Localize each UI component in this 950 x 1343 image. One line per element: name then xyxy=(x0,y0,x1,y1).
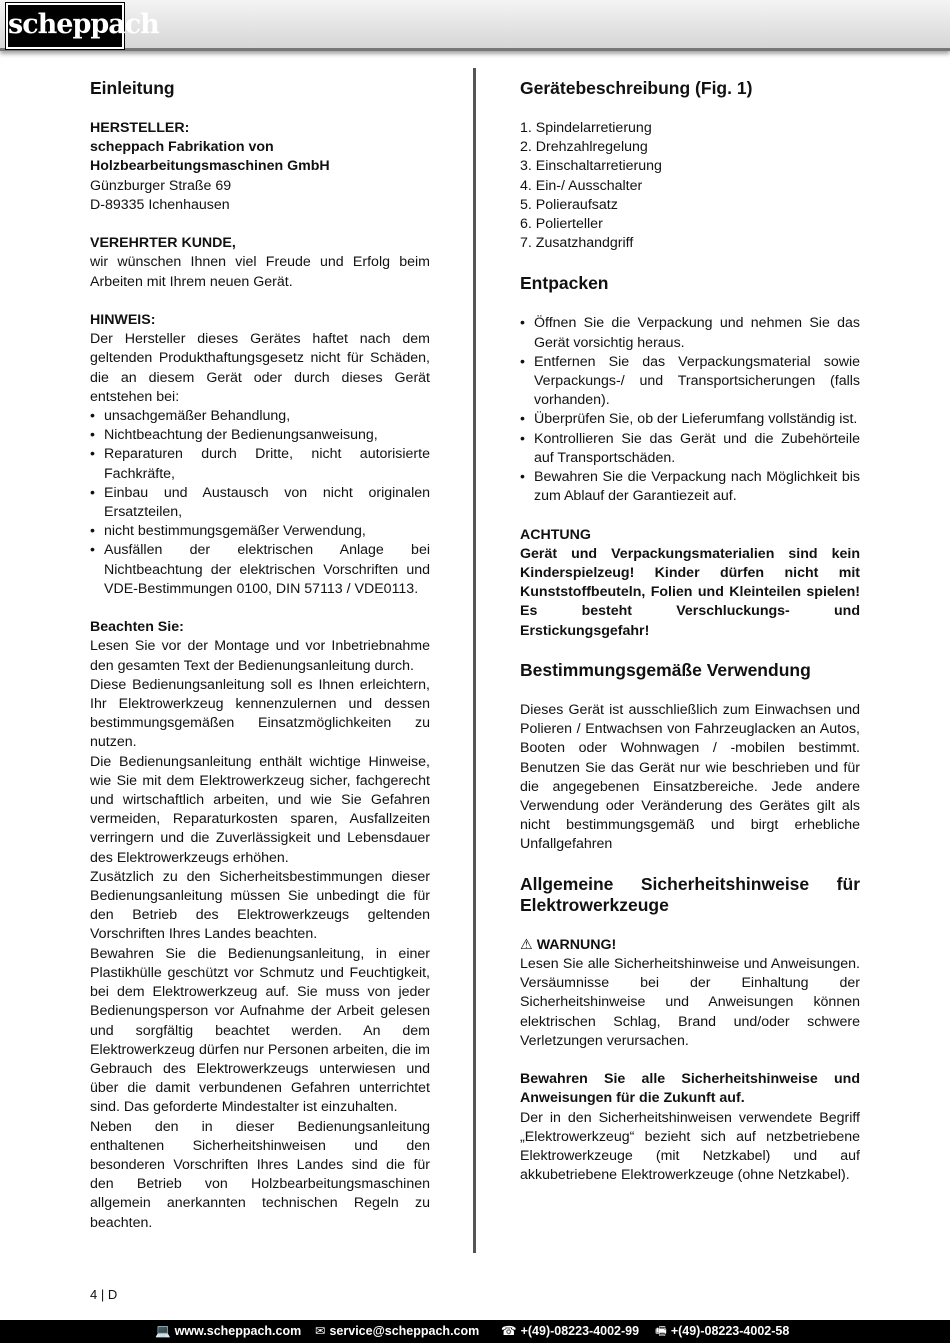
phone-icon: ☎ xyxy=(501,1324,517,1338)
list-item: • unsachgemäßer Behandlung, xyxy=(90,407,430,426)
footer-phone xyxy=(501,1320,639,1343)
power-tool-term-text: Der in den Sicherheitshinweisen verwendete Begriff „Elektrowerkzeug“ bezieht sich auf netzbetriebene Elektrowerkzeuge (mit Netzkabel) und auf akkubetriebene Elektrowerkzeuge (ohne Netzkabel). xyxy=(520,1109,860,1184)
caution-label: ACHTUNG xyxy=(520,526,591,543)
list-item: • Öffnen Sie die Verpackung und nehmen Sie das Gerät vorsichtig heraus. xyxy=(520,314,860,352)
warning-icon: ⚠ xyxy=(520,936,533,953)
footer-email[interactable] xyxy=(315,1320,479,1343)
note-label: HINWEIS: xyxy=(90,312,156,328)
list-item: • nicht bestimmungsgemäßer Verwendung, xyxy=(90,522,430,541)
manufacturer-city: D-89335 Ichenhausen xyxy=(90,196,230,213)
section-title-introduction: Einleitung xyxy=(90,78,175,98)
manufacturer-name-line-1: scheppach Fabrikation von xyxy=(90,139,274,156)
section-title-intended-use: Bestimmungsgemäße Verwendung xyxy=(520,660,811,681)
parts-list xyxy=(520,119,860,253)
list-item: • Überprüfen Sie, ob der Lieferumfang vollständig ist. xyxy=(520,410,860,429)
list-item: 1. Spindelarretierung xyxy=(520,120,652,136)
computer-icon: 💻 xyxy=(155,1324,171,1338)
page-footer xyxy=(0,1320,950,1343)
mail-icon: ✉ xyxy=(315,1324,326,1338)
section-title-description: Gerätebeschreibung (Fig. 1) xyxy=(520,78,753,98)
footer-fax xyxy=(655,1320,789,1343)
attention-label: Beachten Sie: xyxy=(90,619,184,636)
list-item: 3. Einschaltarretierung xyxy=(520,158,662,175)
list-item: • Nichtbeachtung der Bedienungsanweisung, xyxy=(90,426,430,445)
email-link[interactable]: service@scheppach.com xyxy=(329,1324,480,1338)
list-item: 7. Zusatzhandgriff xyxy=(520,235,634,252)
page-header xyxy=(0,0,950,51)
left-column xyxy=(90,78,430,1233)
list-item: 6. Polierteller xyxy=(520,216,603,233)
right-column xyxy=(520,78,860,1185)
keep-instructions-text: Bewahren Sie alle Sicherheitshinweise und Anweisungen für die Zukunft auf. xyxy=(520,1071,860,1107)
attention-paragraph: Neben den in dieser Bedienungsanleitung enthaltenen Sicherheitshinweisen und den besonderen Vorschriften Ihres Landes sind die für den Betrieb von Holzbearbeitungsmaschinen allgemein anerkannten technischen Regeln zu beachten. xyxy=(90,1118,430,1231)
list-item: 5. Polieraufsatz xyxy=(520,196,618,213)
page-number: 4 | D xyxy=(90,1287,118,1302)
section-title-unpacking: Entpacken xyxy=(520,273,609,294)
list-item: • Reparaturen durch Dritte, nicht autorisierte Fachkräfte, xyxy=(90,445,430,483)
attention-paragraph: Lesen Sie vor der Montage und vor Inbetriebnahme den gesamten Text der Bedienungsanleitung durch. xyxy=(90,638,430,674)
note-text: Der Hersteller dieses Gerätes haftet nach dem geltenden Produkthaftungsgesetz nicht für Schäden, die an diesem Gerät oder durch dieses Gerät entstehen bei: xyxy=(90,331,430,405)
list-item: • Ausfällen der elektrischen Anlage bei Nichtbeachtung der elektrischen Vorschriften und VDE-Bestimmungen 0100, DIN 57113 / VDE0113. xyxy=(90,541,430,599)
list-item: • Entfernen Sie das Verpackungsmaterial sowie Verpackungs-/ und Transportsicherungen (falls vorhanden). xyxy=(520,353,860,411)
intended-use-text: Dieses Gerät ist ausschließlich zum Einwachsen und Polieren / Entwachsen von Fahrzeuglacken an Autos, Booten oder Wohnwagen / -mobilen bestimmt. Benutzen Sie das Gerät nur wie beschrieben und für die angegebenen Einsatzbereiche. Jede andere Verwendung oder Veränderung des Gerätes gilt als nicht bestimmungsgemäß und birgt erhebliche Unfallgefahren xyxy=(520,702,860,853)
section-title-safety-line-2: Elektrowerkzeuge xyxy=(520,894,669,915)
customer-text: wir wünschen Ihnen viel Freude und Erfolg beim Arbeiten mit Ihrem neuen Gerät. xyxy=(90,254,430,290)
fax-number: +(49)-08223-4002-58 xyxy=(670,1324,790,1338)
manufacturer-street: Günzburger Straße 69 xyxy=(90,177,232,194)
fax-icon: 🖷 xyxy=(655,1324,667,1338)
customer-label: VEREHRTER KUNDE, xyxy=(90,235,236,252)
warning-label: WARNUNG! xyxy=(536,936,617,953)
unpack-list xyxy=(520,314,860,506)
manufacturer-label: HERSTELLER: xyxy=(90,120,190,136)
list-item: 4. Ein-/ Ausschalter xyxy=(520,177,643,194)
section-title-safety-line-1: Allgemeine Sicherheitshinweise für xyxy=(520,873,860,894)
attention-paragraph: Zusätzlich zu den Sicherheitsbestimmungen dieser Bedienungsanleitung müssen Sie unbedingt die für den Betrieb des Elektrowerkzeugs geltenden Vorschriften Ihres Landes beachten. xyxy=(90,868,430,943)
list-item: • Bewahren Sie die Verpackung nach Möglichkeit bis zum Ablauf der Garantiezeit auf. xyxy=(520,468,860,506)
website-link[interactable]: www.scheppach.com xyxy=(174,1324,302,1338)
scheppach-logo: scheppach xyxy=(6,3,124,49)
list-item: • Kontrollieren Sie das Gerät und die Zubehörteile auf Transportschäden. xyxy=(520,430,860,468)
attention-paragraph: Bewahren Sie die Bedienungsanleitung, in einer Plastikhülle geschützt vor Schmutz und Feuchtigkeit, bei dem Elektrowerkzeug auf. Sie muss von jeder Bedienungsperson vor Aufnahme der Arbeit gelesen und sorgfältig beachtet werden. An dem Elektrowerkzeug dürfen nur Personen arbeiten, die im Gebrauch des Elektrowerkzeugs unterwiesen und über die damit verbundenen Gefahren unterrichtet sind. Das geforderte Mindestalter ist einzuhalten. xyxy=(90,945,430,1116)
list-item: • Einbau und Austausch von nicht originalen Ersatzteilen, xyxy=(90,484,430,522)
note-list xyxy=(90,407,430,599)
attention-paragraph: Die Bedienungsanleitung enthält wichtige Hinweise, wie Sie mit dem Elektrowerkzeug sicher, fachgerecht und wirtschaftlich arbeiten, und wie Sie Gefahren vermeiden, Reparaturkosten sparen, Ausfallzeiten verringern und die Zuverlässigkeit und Lebensdauer des Elektrowerkzeugs erhöhen. xyxy=(90,753,430,866)
attention-paragraph: Diese Bedienungsanleitung soll es Ihnen erleichtern, Ihr Elektrowerkzeug kennenzulernen und dessen bestimmungsgemäßen Einsatzmöglichkeiten zu nutzen. xyxy=(90,676,430,751)
manufacturer-name-line-2: Holzbearbeitungsmaschinen GmbH xyxy=(90,158,330,175)
warning-text: Lesen Sie alle Sicherheitshinweise und Anweisungen. Versäumnisse bei der Einhaltung der Sicherheitshinweise und Anweisungen können elektrischen Schlag, Brand und/oder schwere Verletzungen verursachen. xyxy=(520,956,860,1049)
warning-heading xyxy=(520,936,860,955)
phone-number: +(49)-08223-4002-99 xyxy=(520,1324,640,1338)
column-divider xyxy=(473,68,476,1253)
list-item: 2. Drehzahlregelung xyxy=(520,139,648,156)
caution-text: Gerät und Verpackungsmaterialien sind kein Kinderspielzeug! Kinder dürfen nicht mit Kunststoffbeuteln, Folien und Kleinteilen spielen! Es besteht Verschluckungs- und Erstickungsgefahr! xyxy=(520,545,860,639)
footer-website[interactable] xyxy=(155,1320,301,1343)
